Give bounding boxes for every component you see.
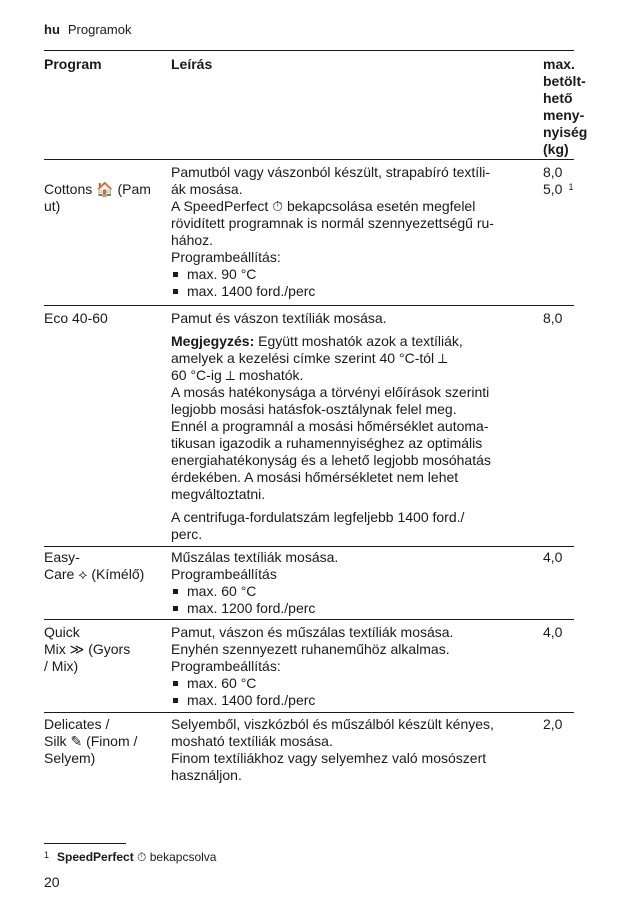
- row-rule: [44, 305, 574, 306]
- footnote-bold: SpeedPerfect: [57, 850, 134, 864]
- max-load-cell-eco: 8,0: [543, 310, 563, 326]
- header-rule: [44, 159, 574, 160]
- col-header-max-load: max. betölt- hető meny- nyiség (kg): [543, 56, 588, 157]
- description-cell-delicates-silk: Selyemből, viszkózból és műszálból készült kényes, mosható textíliák mosása. Finom textíliákhoz vagy selyemhez való mosószert használjon.: [171, 716, 494, 783]
- description-cell-eco: Pamut és vászon textíliák mosása. Megjegyzés: Együtt moshatók azok a textíliák, amelyek a kezelési címke szerint 40 °C-tól ⟂ 60 °C-ig ⟂ moshatók. A mosás hatékonysága a törvényi előírások szerinti legjobb mosási hatásfok-osztálynak felel meg. Ennél a programnál a mosási hőmérséklet automa- tikusan igazodik a ruhamennyiséghez az optimális energiahatékonyság és a lehető legjobb mosóhatás érdekében. A mosási hőmérsékletet nem lehet megváltoztatni. A centrifuga-fordulatszám legfeljebb 1400 ford./ perc.: [171, 310, 491, 542]
- footnote: [44, 850, 216, 865]
- bullet-item: max. 1400 ford./perc: [171, 283, 536, 300]
- footnote-number: 1: [44, 850, 50, 860]
- page-number: 20: [44, 874, 60, 890]
- program-cell-quick-mix: Quick Mix ≫ (Gyors / Mix): [44, 624, 131, 674]
- section-title: Programok: [67, 22, 132, 37]
- col-header-description: Leírás: [171, 56, 213, 72]
- running-header: [44, 22, 131, 37]
- description-cell-easy-care: Műszálas textíliák mosása. Programbeállítás max. 60 °C max. 1200 ford./perc: [171, 549, 536, 617]
- bullet-item: max. 90 °C: [171, 266, 536, 283]
- note-label: Megjegyzés:: [171, 333, 255, 349]
- col-header-program: Program: [44, 56, 102, 72]
- bullet-item: max. 1200 ford./perc: [171, 600, 536, 617]
- row-rule: [44, 546, 574, 547]
- bullet-item: max. 1400 ford./perc: [171, 692, 536, 709]
- program-cell-easy-care: Easy- Care ⟡ (Kímélő): [44, 549, 145, 582]
- language-tag: hu: [44, 22, 60, 37]
- footnote-rule: [44, 843, 126, 844]
- row-rule: [44, 712, 574, 713]
- table-top-rule: [44, 50, 574, 51]
- description-cell-quick-mix: Pamut, vászon és műszálas textíliák mosása. Enyhén szennyezett ruhaneműhöz alkalmas. Programbeállítás: max. 60 °C max. 1400 ford./perc: [171, 624, 536, 709]
- program-cell-delicates-silk: Delicates / Silk ✎ (Finom / Selyem): [44, 716, 138, 766]
- footnote-text: ⏱ bekapcsolva: [133, 850, 217, 864]
- program-cell-cottons: Cottons 🏠 (Pam ut): [44, 181, 151, 214]
- max-load-cell-easy-care: 4,0: [543, 549, 563, 565]
- max-load-cell-cottons: 8,0 5,0 $^1$: [543, 164, 574, 197]
- footnote-ref: 1: [568, 182, 574, 192]
- max-load-cell-delicates-silk: 2,0: [543, 716, 563, 732]
- row-rule: [44, 619, 574, 620]
- program-cell-eco: Eco 40-60: [44, 310, 108, 326]
- max-load-cell-quick-mix: 4,0: [543, 624, 563, 640]
- description-cell-cottons: Pamutból vagy vászonból készült, strapabíró textíli- ák mosása. A SpeedPerfect ⏱ bekapcsolása esetén megfelel rövidített programnak is normál szennyezettségű ru- hához. Programbeállítás: max. 90 °C max. 1400 ford./perc: [171, 164, 536, 300]
- bullet-item: max. 60 °C: [171, 583, 536, 600]
- bullet-item: max. 60 °C: [171, 675, 536, 692]
